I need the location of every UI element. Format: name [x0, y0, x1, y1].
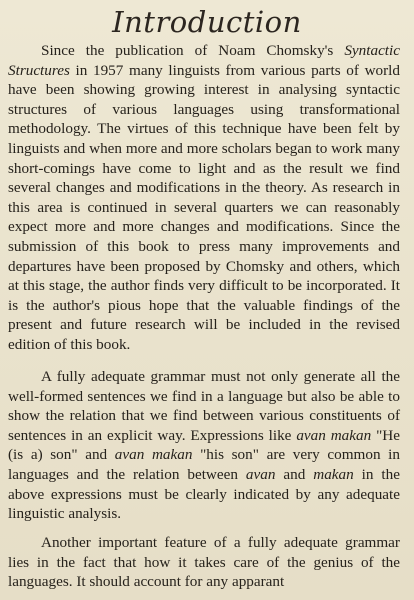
paragraph-1 — [8, 41, 400, 355]
paragraph-2-text-e: "his son" are very common in languages and the relation between — [8, 446, 400, 483]
example-term-makan: makan — [313, 465, 354, 483]
paragraph-2 — [8, 367, 400, 524]
paragraph-2-text-i: in the above expressions must be clearly indicated by any adequate linguistic analysis. — [8, 465, 400, 523]
example-term-avan: avan — [245, 465, 276, 483]
paragraph-2-text-g: and — [275, 465, 314, 483]
paragraph-2-text-c: "He (is a) son" and — [8, 426, 400, 464]
paragraph-2-text-a: A fully adequate grammar must not only generate all the well-formed sentences we find in a language but also be able to show the relation that we find between various constituents of sentences in an explicit way. Expressions like — [8, 368, 400, 444]
example-term-1: avan makan — [296, 426, 372, 444]
example-term-2: avan makan — [114, 446, 193, 464]
book-title-syntactic-structures: Syntactic Structures — [8, 42, 400, 79]
page-title: Introduction — [112, 5, 302, 39]
paragraph-3-text: Another important feature of a fully adequate grammar lies in the fact that how it takes care of the genius of the languages. It should account for any apparant — [8, 534, 400, 591]
paragraph-3 — [8, 533, 400, 592]
paragraph-1-text-a: Since the publication of Noam Chomsky's — [41, 42, 345, 59]
paragraph-1-text-c: in 1957 many linguists from various parts of world have been showing growing interest in analysing syntactic structures of various languages using transformational methodology. The virtues of this technique have been felt by linguists and when more and more scholars began to work many short-comings have come to light and as the result we find several changes and modifications in the theory. As research in this area is continued in several quarters we can reasonably expect more and more changes and modifications. Since the submission of this book to press many improvements and departures have been proposed by Chomsky and others, which at this stage, the author finds very difficult to be incorporated. It is the author's pious hope that the valuable findings of the present and future research will be included in the revised edition of this book. — [8, 61, 400, 353]
